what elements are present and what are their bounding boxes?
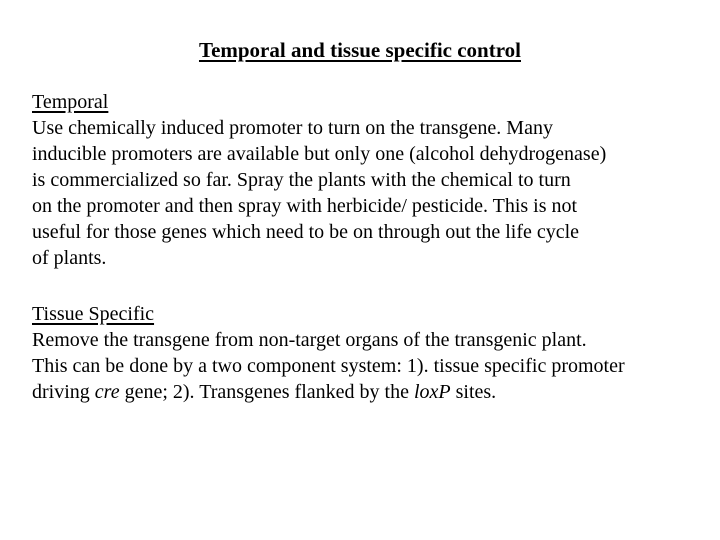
tissue-line-1: Remove the transgene from non-target organs of the transgenic plant. xyxy=(32,329,587,351)
temporal-line-4: on the promoter and then spray with herbicide/ pesticide. This is not xyxy=(32,195,578,217)
temporal-section xyxy=(32,89,712,271)
tissue-line-2: This can be done by a two component system: 1). tissue specific promoter xyxy=(32,355,625,377)
loxp-site-name: loxP xyxy=(413,381,451,403)
temporal-line-1: Use chemically induced promoter to turn on the transgene. Many xyxy=(32,117,553,139)
temporal-line-2: inducible promoters are available but only one (alcohol dehydrogenase) xyxy=(32,143,607,165)
slide-title xyxy=(0,36,720,64)
cre-gene-name: cre xyxy=(94,381,120,403)
temporal-line-6: of plants. xyxy=(32,247,107,269)
tissue-specific-heading: Tissue Specific xyxy=(32,303,155,325)
tissue-line-3-middle: gene; 2). Transgenes flanked by the xyxy=(119,381,414,403)
tissue-line-3-before: driving xyxy=(32,381,95,403)
slide-title-text: Temporal and tissue specific control xyxy=(198,38,521,62)
temporal-line-5: useful for those genes which need to be on through out the life cycle xyxy=(32,221,580,243)
tissue-specific-section xyxy=(32,301,712,405)
tissue-line-3-after: sites. xyxy=(450,381,497,403)
tissue-line-3 xyxy=(32,379,712,405)
temporal-heading: Temporal xyxy=(32,91,109,113)
temporal-line-3: is commercialized so far. Spray the plants with the chemical to turn xyxy=(32,169,571,191)
